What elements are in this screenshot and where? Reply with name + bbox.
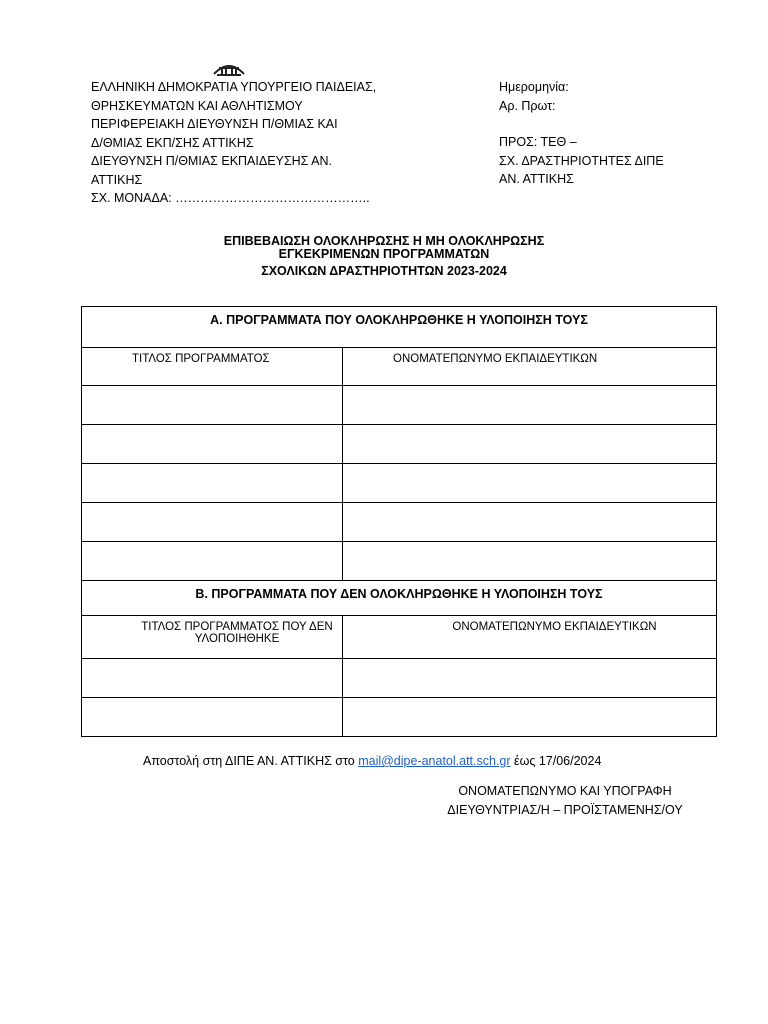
date-field[interactable]: Ημερομηνία: [499, 80, 569, 94]
recipient-line: ΣΧ. ΔΡΑΣΤΗΡΙΟΤΗΤΕΣ ΔΙΠΕ [499, 153, 664, 168]
column-header-line: ΥΛΟΠΟΙΗΘΗΚΕ [194, 633, 280, 645]
recipient-block [499, 78, 729, 189]
section-b-column-header [82, 616, 717, 659]
document-title [0, 232, 768, 280]
sender-line: ΘΡΗΣΚΕΥΜΑΤΩΝ ΚΑΙ ΑΘΛΗΤΙΣΜΟΥ [91, 98, 303, 113]
sender-line: ΔΙΕΥΘΥΝΣΗ Π/ΘΜΙΑΣ ΕΚΠΑΙΔΕΥΣΗΣ ΑΝ. [91, 154, 332, 168]
table-row [82, 386, 717, 425]
teachers-cell[interactable] [343, 386, 717, 425]
section-b-heading: Β. ΠΡΟΓΡΑΜΜΑΤΑ ΠΟΥ ΔΕΝ ΟΛΟΚΛΗΡΩΘΗΚΕ Η ΥΛΟΠΟΙΗΣΗ ΤΟΥΣ [82, 581, 717, 616]
column-header-line: ΤΙΤΛΟΣ ΠΡΟΓΡΑΜΜΑΤΟΣ ΠΟΥ ΔΕΝ [141, 621, 333, 633]
teachers-cell[interactable] [343, 503, 717, 542]
program-title-cell[interactable] [82, 542, 343, 581]
teachers-cell[interactable] [343, 464, 717, 503]
title-line-3: ΣΧΟΛΙΚΩΝ ΔΡΑΣΤΗΡΙΟΤΗΤΩΝ 2023-2024 [261, 264, 507, 278]
section-a-column-header [82, 348, 717, 386]
signature-line: ΟΝΟΜΑΤΕΠΩΝΥΜΟ ΚΑΙ ΥΠΟΓΡΑΦΗ [458, 784, 672, 798]
section-a-heading-row [82, 307, 717, 348]
table-row [82, 503, 717, 542]
recipient-line: ΑΝ. ΑΤΤΙΚΗΣ [499, 172, 574, 186]
program-title-cell[interactable] [82, 386, 343, 425]
program-title-cell[interactable] [82, 503, 343, 542]
signature-block [420, 782, 710, 820]
school-unit-field[interactable]: ΣΧ. ΜΟΝΑΔΑ: ……………………………………….. [91, 191, 370, 205]
column-header-teachers: ΟΝΟΜΑΤΕΠΩΝΥΜΟ ΕΚΠΑΙΔΕΥΤΙΚΩΝ [343, 348, 717, 386]
sender-line: Δ/ΘΜΙΑΣ ΕΚΠ/ΣΗΣ ΑΤΤΙΚΗΣ [91, 135, 254, 150]
recipient-line: ΠΡΟΣ: ΤΕΘ – [499, 135, 577, 149]
program-title-cell[interactable] [82, 659, 343, 698]
email-link[interactable]: mail@dipe-anatol.att.sch.gr [358, 754, 511, 768]
table-row [82, 425, 717, 464]
note-text: Αποστολή στη ΔΙΠΕ ΑΝ. ΑΤΤΙΚΗΣ στο [143, 754, 359, 768]
column-header-title: ΤΙΤΛΟΣ ΠΡΟΓΡΑΜΜΑΤΟΣ [82, 348, 343, 386]
section-b-heading-row [82, 581, 717, 616]
table-row [82, 464, 717, 503]
program-title-cell[interactable] [82, 698, 343, 737]
teachers-cell[interactable] [343, 542, 717, 581]
teachers-cell[interactable] [343, 659, 717, 698]
protocol-number-field[interactable]: Αρ. Πρωτ: [499, 98, 556, 113]
deadline-text: έως 17/06/2024 [510, 754, 602, 768]
title-line-1: ΕΠΙΒΕΒΑΙΩΣΗ ΟΛΟΚΛΗΡΩΣΗΣ Η ΜΗ ΟΛΟΚΛΗΡΩΣΗΣ [223, 234, 545, 246]
table-row [82, 659, 717, 698]
program-title-cell[interactable] [82, 425, 343, 464]
teachers-cell[interactable] [343, 698, 717, 737]
table-row [82, 542, 717, 581]
sender-line: ΠΕΡΙΦΕΡΕΙΑΚΗ ΔΙΕΥΘΥΝΣΗ Π/ΘΜΙΑΣ ΚΑΙ [91, 117, 338, 131]
ministry-emblem-icon [212, 60, 246, 76]
table-row [82, 698, 717, 737]
sender-line: ΕΛΛΗΝΙΚΗ ΔΗΜΟΚΡΑΤΙΑ ΥΠΟΥΡΓΕΙΟ ΠΑΙΔΕΙΑΣ, [91, 80, 377, 94]
sender-block [91, 78, 401, 208]
program-title-cell[interactable] [82, 464, 343, 503]
column-header-teachers: ΟΝΟΜΑΤΕΠΩΝΥΜΟ ΕΚΠΑΙΔΕΥΤΙΚΩΝ [343, 616, 717, 659]
column-header-not-implemented [82, 616, 343, 659]
submission-note [143, 753, 601, 769]
signature-line: ΔΙΕΥΘΥΝΤΡΙΑΣ/Η – ΠΡΟΪΣΤΑΜΕΝΗΣ/ΟΥ [447, 803, 683, 817]
title-line-2: ΕΓΚΕΚΡΙΜΕΝΩΝ ΠΡΟΓΡΑΜΜΑΤΩΝ [278, 247, 490, 261]
section-a-heading: Α. ΠΡΟΓΡΑΜΜΑΤΑ ΠΟΥ ΟΛΟΚΛΗΡΩΘΗΚΕ Η ΥΛΟΠΟΙΗΣΗ ΤΟΥΣ [82, 307, 717, 348]
programs-table [81, 306, 717, 737]
teachers-cell[interactable] [343, 425, 717, 464]
spacer [499, 115, 729, 133]
sender-line: ΑΤΤΙΚΗΣ [91, 172, 143, 187]
